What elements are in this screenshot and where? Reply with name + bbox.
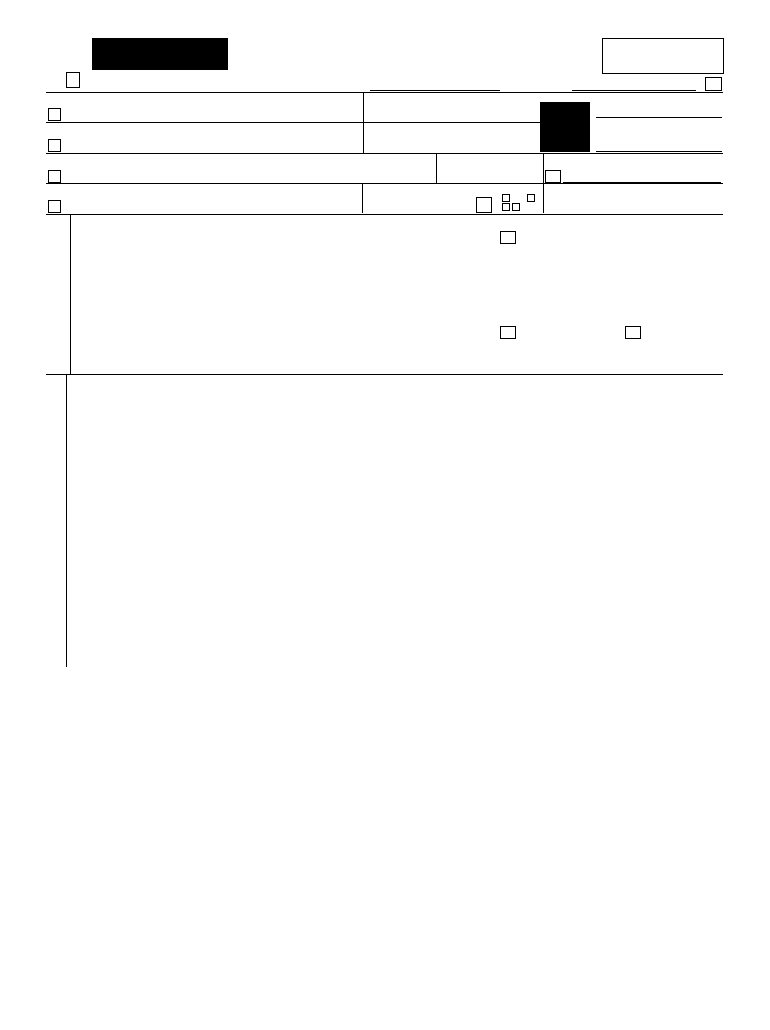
fiscal-begin-input[interactable] bbox=[370, 78, 500, 91]
fs-row-2 bbox=[502, 203, 520, 211]
fs-row-1 bbox=[502, 194, 535, 202]
fs-95c-checkbox[interactable] bbox=[527, 194, 535, 202]
spouse-ssn-input[interactable] bbox=[596, 139, 722, 152]
enter-ssn-block bbox=[540, 102, 590, 152]
box-3 bbox=[48, 200, 61, 213]
calendar-year-box bbox=[602, 38, 724, 74]
box-81 bbox=[500, 326, 516, 339]
phone-input[interactable] bbox=[563, 170, 721, 183]
box-1 bbox=[48, 108, 61, 121]
box-2 bbox=[48, 170, 61, 183]
box-94 bbox=[545, 170, 561, 183]
fs-95b-checkbox[interactable] bbox=[502, 203, 510, 211]
form-id-block bbox=[92, 38, 228, 70]
box-1-spouse bbox=[48, 139, 61, 152]
fiscal-end-input[interactable] bbox=[572, 78, 696, 91]
fs-95d-checkbox[interactable] bbox=[512, 203, 520, 211]
your-ssn-input[interactable] bbox=[596, 104, 722, 118]
staple-warning bbox=[22, 30, 44, 280]
fs-95a-checkbox[interactable] bbox=[502, 194, 510, 202]
place-docs-note bbox=[22, 430, 44, 1030]
box-88 bbox=[500, 231, 516, 244]
your-name-input[interactable] bbox=[62, 108, 362, 121]
injured-spouse-checkbox[interactable] bbox=[476, 197, 492, 213]
box-80 bbox=[625, 326, 641, 339]
code-66f bbox=[705, 77, 722, 91]
extension-checkbox[interactable] bbox=[66, 72, 80, 88]
